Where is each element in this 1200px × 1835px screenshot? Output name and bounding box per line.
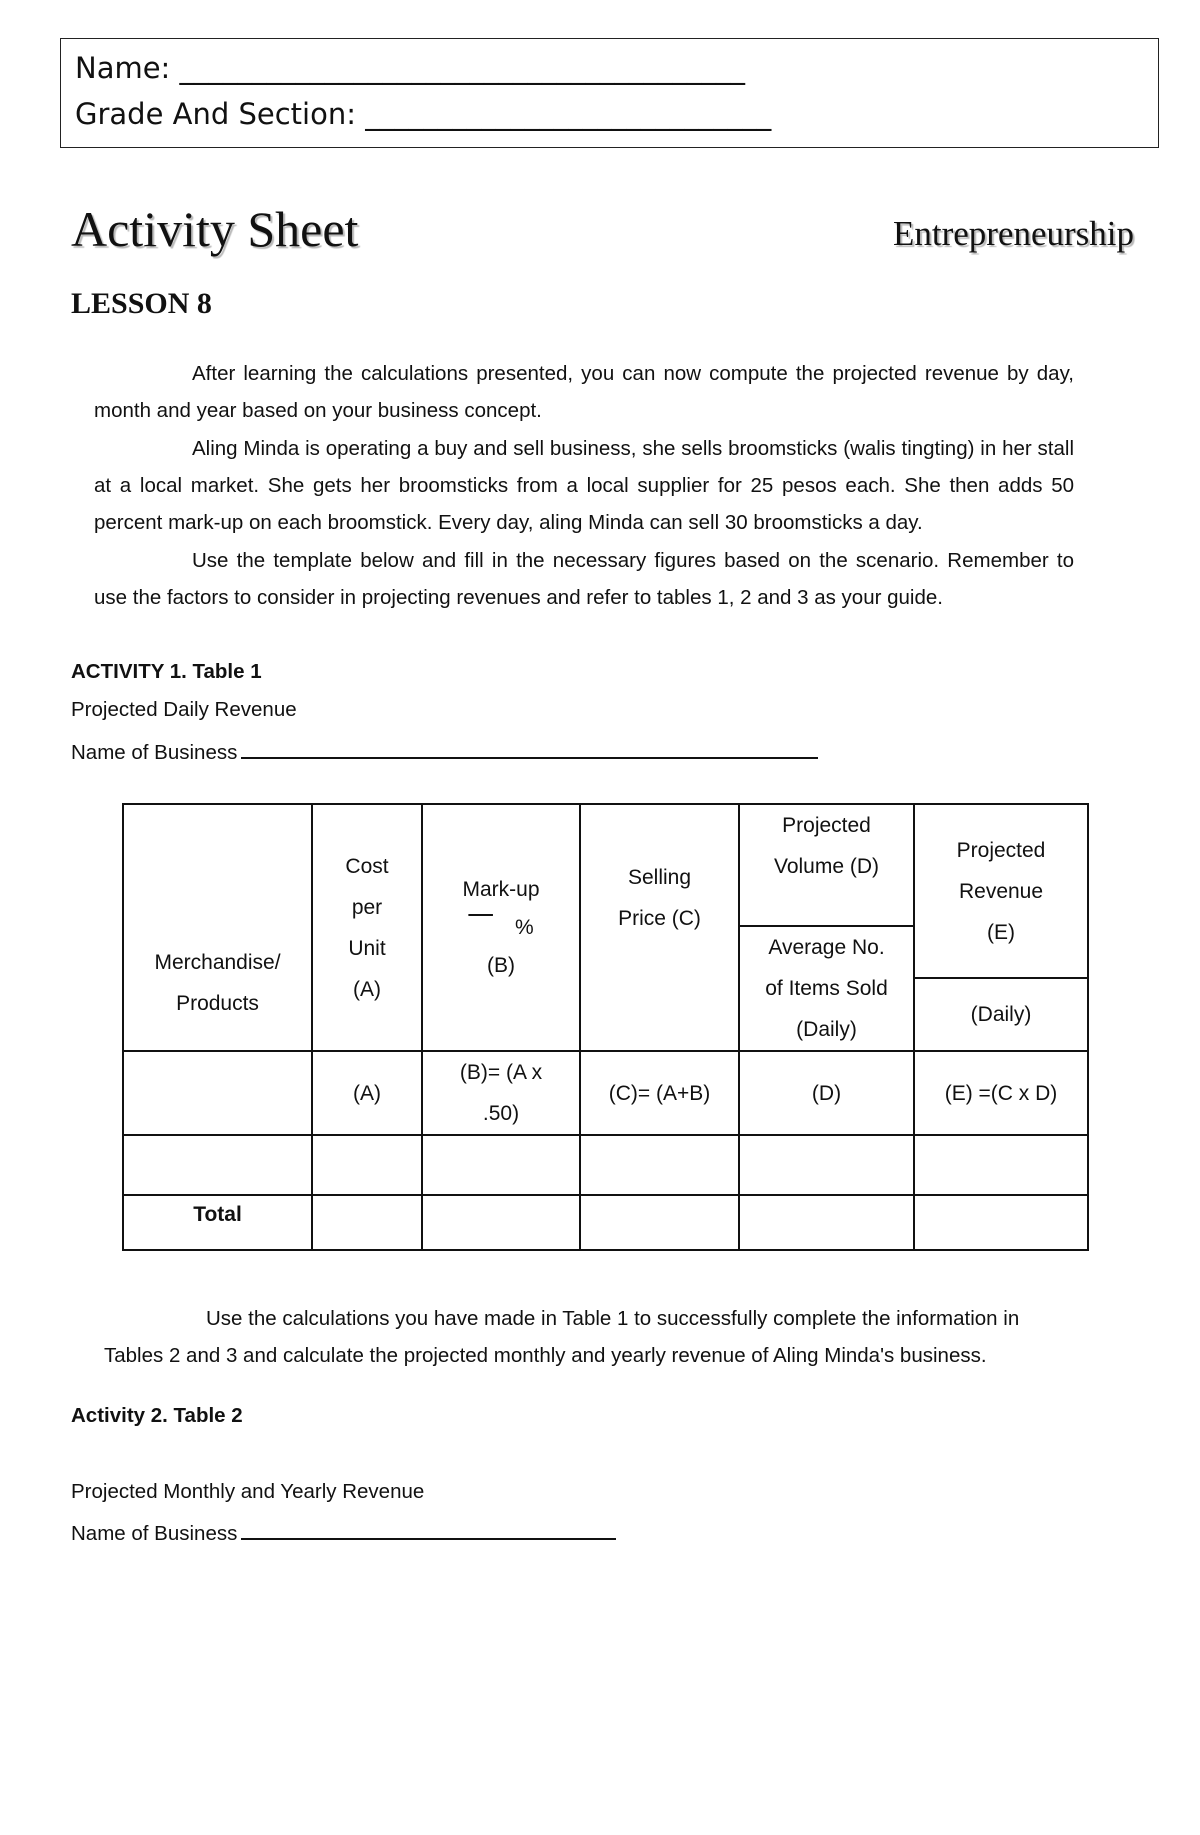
activity1-business-name	[71, 737, 818, 765]
total-volume[interactable]	[739, 1195, 914, 1250]
activity2-business-name	[71, 1518, 616, 1546]
header-markup: Mark-up % (B)	[422, 804, 580, 1051]
activity1-heading: ACTIVITY 1. Table 1	[71, 660, 262, 683]
header-selling-price: Selling Price (C)	[580, 804, 739, 1051]
projected-daily-revenue-table	[122, 803, 1089, 1251]
entry-revenue[interactable]	[914, 1135, 1088, 1195]
markup-percent: %	[514, 915, 534, 939]
activity2-subtitle: Projected Monthly and Yearly Revenue	[71, 1480, 425, 1503]
header-cost-per-unit: Cost per Unit (A)	[312, 804, 422, 1051]
name-field[interactable]: Name: _______________________________________	[75, 51, 746, 85]
page-title: Activity Sheet	[71, 201, 359, 257]
lesson-heading: LESSON 8	[71, 287, 212, 320]
header-merchandise: Merchandise/ Products	[123, 804, 312, 1051]
student-info-box	[60, 38, 1159, 148]
activity2-heading: Activity 2. Table 2	[71, 1404, 243, 1427]
tables-2-3-instruction: Use the calculations you have made in Table 1 to successfully complete the information in Tables 2 and 3 and calculate the projected monthly and yearly revenue of Aling Minda's business.	[104, 1307, 1020, 1367]
business-name-blank[interactable]	[241, 737, 818, 759]
formula-d: (D)	[739, 1051, 914, 1135]
entry-markup[interactable]	[422, 1135, 580, 1195]
intro-paragraph: After learning the calculations presented, you can now compute the projected revenue by day, month and year based on your business concept.	[94, 362, 1074, 422]
business-name-label: Name of Business	[71, 741, 238, 764]
total-cost[interactable]	[312, 1195, 422, 1250]
entry-selling-price[interactable]	[580, 1135, 739, 1195]
header-projected-volume: Projected Volume (D)	[739, 804, 914, 926]
total-revenue[interactable]	[914, 1195, 1088, 1250]
formula-c: (C)= (A+B)	[580, 1051, 739, 1135]
grade-section-field[interactable]: Grade And Section: ____________________________	[75, 97, 772, 131]
business-name-label-2: Name of Business	[71, 1522, 238, 1545]
entry-volume[interactable]	[739, 1135, 914, 1195]
entry-merchandise[interactable]	[123, 1135, 312, 1195]
activity1-subtitle: Projected Daily Revenue	[71, 698, 297, 721]
total-selling-price[interactable]	[580, 1195, 739, 1250]
scenario-paragraph: Aling Minda is operating a buy and sell business, she sells broomsticks (walis tingting) in her stall at a local market. She gets her broomsticks from a local supplier for 25 pesos each. She then adds 50 percent mark-up on each broomstick. Every day, aling Minda can sell 30 broomsticks a day.	[94, 437, 1074, 534]
total-label: Total	[123, 1195, 312, 1250]
subject-title: Entrepreneurship	[892, 214, 1134, 253]
instruction-paragraph: Use the template below and fill in the necessary figures based on the scenario. Remember to use the factors to consider in projecting revenues and refer to tables 1, 2 and 3 as your guide.	[94, 549, 1074, 609]
header-projected-revenue: Projected Revenue (E)	[914, 804, 1088, 978]
formula-blank	[123, 1051, 312, 1135]
formula-a: (A)	[312, 1051, 422, 1135]
total-markup[interactable]	[422, 1195, 580, 1250]
business-name-blank-2[interactable]	[241, 1518, 616, 1540]
formula-b: (B)= (A x .50)	[422, 1051, 580, 1135]
header-daily: (Daily)	[914, 978, 1088, 1051]
formula-e: (E) =(C x D)	[914, 1051, 1088, 1135]
header-average-items-sold: Average No. of Items Sold (Daily)	[739, 926, 914, 1051]
entry-cost[interactable]	[312, 1135, 422, 1195]
